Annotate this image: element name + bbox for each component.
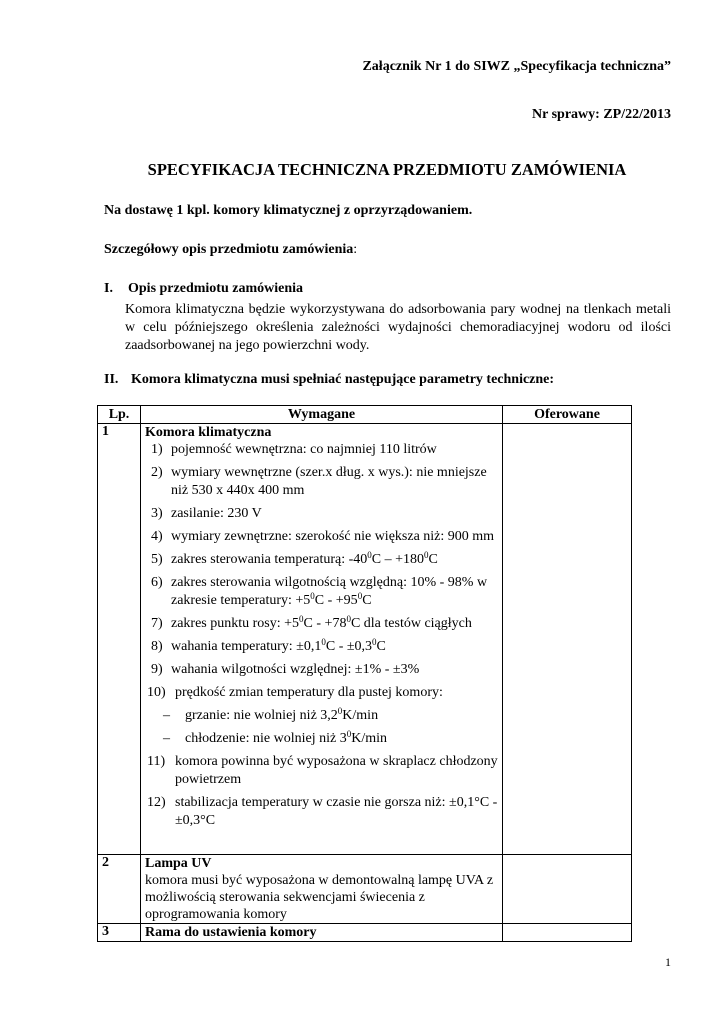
table-row <box>98 855 632 924</box>
specification-table <box>97 405 632 942</box>
row-1-lp: 1 <box>98 424 141 855</box>
row-1-offered <box>503 424 632 855</box>
list-item: 6) zakres sterowania wilgotnością względną: 10% - 98% w zakresie temperatury: $+5^0C - +95^0C$ <box>151 575 488 608</box>
list-item: – chłodzenie: nie wolniej niż $3^0K/\min$ <box>163 729 388 746</box>
annex-header: Załącznik Nr 1 do SIWZ „Specyfikacja techniczna” <box>362 59 671 74</box>
row-1-required <box>141 424 503 855</box>
requirements-list <box>145 441 498 830</box>
row-2-text: komora musi być wyposażona w demontowalną lampę UVA z możliwością sterowania sekwencjami świecenia z oprogramowania komory <box>145 873 494 922</box>
section-2-title: Komora klimatyczna musi spełniać następujące parametry techniczne: <box>131 372 555 387</box>
list-item: 10) prędkość zmian temperatury dla pustej komory: <box>147 685 443 700</box>
header-offered: Oferowane <box>503 406 632 424</box>
list-item: 3) zasilanie: 230 V <box>151 506 262 521</box>
header-required: Wymagane <box>141 406 503 424</box>
table-row <box>98 424 632 855</box>
row-2-title: Lampa UV <box>145 856 212 871</box>
list-item: 1) pojemność wewnętrzna: co najmniej 110 litrów <box>151 442 437 457</box>
list-item: 5) zakres sterowania temperaturą: $-40^0C - +180^0C$ <box>151 550 438 567</box>
row-3-lp: 3 <box>98 924 141 942</box>
row-3-title: Rama do ustawienia komory <box>145 925 317 940</box>
row-2-lp: 2 <box>98 855 141 924</box>
section-2-number: II. <box>104 372 119 387</box>
list-item: 9) wahania wilgotności względnej: ±1% - ±3% <box>151 662 420 677</box>
row-3-offered <box>503 924 632 942</box>
section-1-number: I. <box>104 281 113 296</box>
page-number: 1 <box>665 955 671 969</box>
table-row <box>98 924 632 942</box>
list-item: 11) komora powinna być wyposażona w skraplacz chłodzony powietrzem <box>147 754 498 787</box>
details-heading <box>104 242 357 258</box>
list-item: – grzanie: nie wolniej niż $3,2^0K/\min$ <box>163 706 379 723</box>
list-item: 7) zakres punktu rosy: $+5^0C - +78^0C$ dla testów ciągłych <box>151 614 472 631</box>
row-2-offered <box>503 855 632 924</box>
details-label: Szczegółowy opis przedmiotu zamówienia <box>104 242 354 257</box>
case-number: Nr sprawy: ZP/22/2013 <box>532 107 671 122</box>
section-1-text: Komora klimatyczna będzie wykorzystywana do adsorbowania pary wodnej na tlenkach metali w celu późniejszego określenia zależności wydajności chemoradiacyjnej wodoru od ilości zaadsorbowanej na jego powierzchni wody. <box>125 302 671 353</box>
header-lp: Lp. <box>98 406 141 424</box>
row-1-title: Komora klimatyczna <box>145 425 272 440</box>
table-header-row <box>98 406 632 424</box>
row-3-required <box>141 924 503 942</box>
list-item: 8) wahania temperatury: $\pm 0,1^0C - \pm 0,3^0C$ <box>151 637 386 654</box>
order-subject: Na dostawę 1 kpl. komory klimatycznej z oprzyrządowaniem. <box>104 203 473 218</box>
list-item: 2) wymiary wewnętrzne (szer.x dług. x wys.): nie mniejsze niż 530 x 440x 400 mm <box>151 465 487 498</box>
details-colon: : <box>353 242 358 257</box>
row-2-required <box>141 855 503 924</box>
list-item: 12) stabilizacja temperatury w czasie nie gorsza niż: ±0,1°C - ±0,3°C <box>147 795 498 828</box>
section-1-title: Opis przedmiotu zamówienia <box>128 281 303 296</box>
page-title: SPECYFIKACJA TECHNICZNA PRZEDMIOTU ZAMÓWIENIA <box>147 160 627 179</box>
list-item: 4) wymiary zewnętrzne: szerokość nie większa niż: 900 mm <box>151 529 495 544</box>
